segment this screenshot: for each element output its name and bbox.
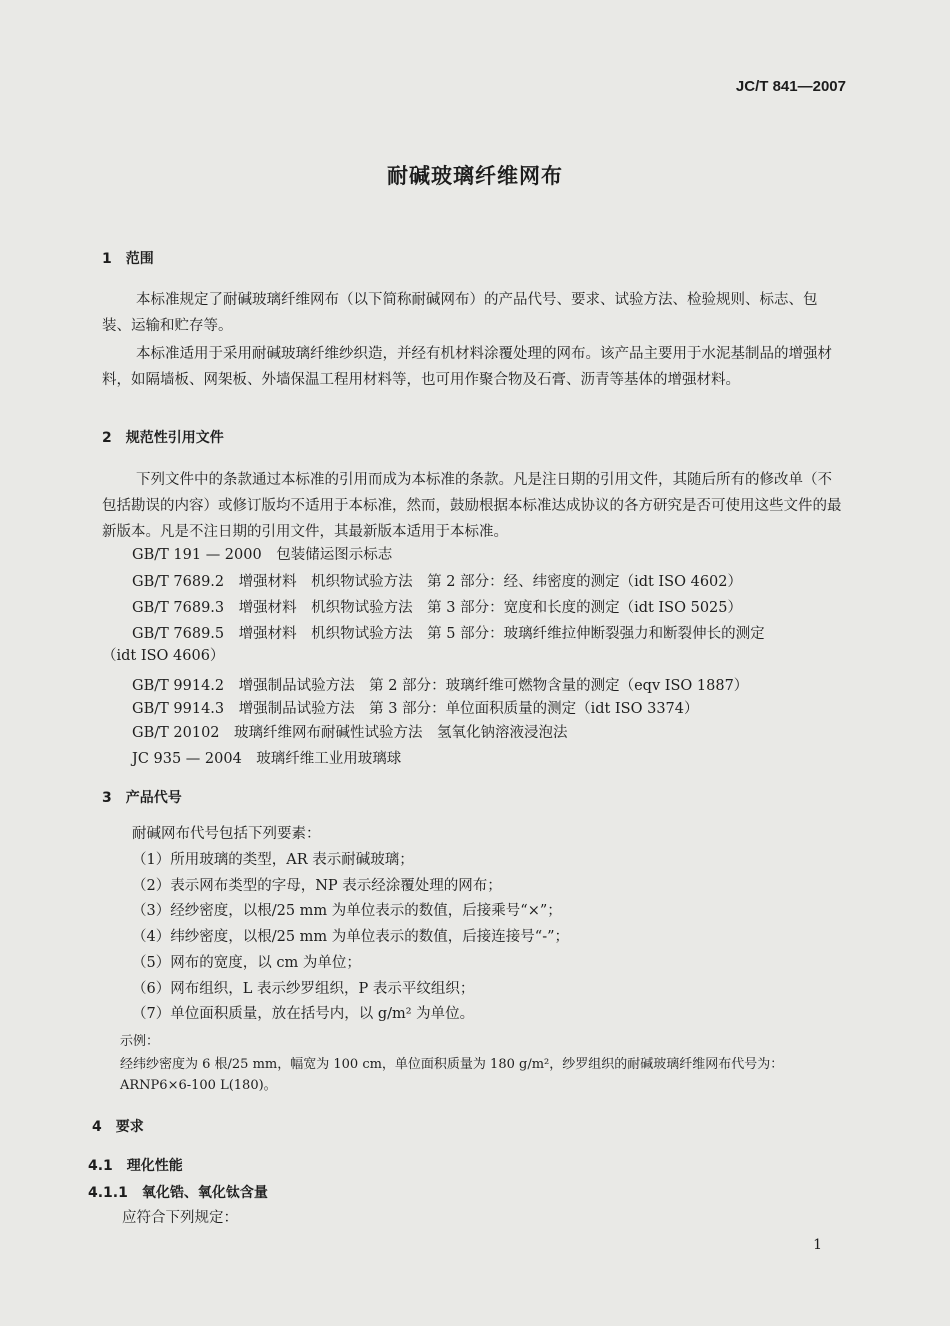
reference-item: GB/T 7689.2 增强材料 机织物试验方法 第 2 部分：经、纬密度的测定（idt ISO 4602） [132,574,742,590]
list-item: （4）纬纱密度，以根/25 mm 为单位表示的数值，后接连接号“-”； [132,929,570,945]
section-4-1-1-heading: 4.1.1 氧化锆、氧化钛含量 [88,1185,268,1201]
reference-item-continuation: （idt ISO 4606） [102,648,225,664]
reference-item: GB/T 20102 玻璃纤维网布耐碱性试验方法 氢氧化钠溶液浸泡法 [132,725,568,741]
section-1-paragraph-2: 本标准适用于采用耐碱玻璃纤维纱织造，并经有机材料涂覆处理的网布。该产品主要用于水泥基制品的增强材料，如隔墙板、网架板、外墙保温工程用材料等，也可用作聚合物及石膏、沥青等基体的增强材料。 [102,346,832,388]
list-item: （5）网布的宽度，以 cm 为单位； [132,955,361,971]
section-4-1-1-text: 应符合下列规定： [122,1210,238,1226]
section-3-intro: 耐碱网布代号包括下列要素： [132,826,321,842]
section-2-paragraph: 下列文件中的条款通过本标准的引用而成为本标准的条款。凡是注日期的引用文件，其随后所有的修改单（不包括勘误的内容）或修订版均不适用于本标准，然而，鼓励根据本标准达成协议的各方研究是否可使用这些文件的最新版本。凡是不注日期的引用文件，其最新版本适用于本标准。 [102,472,842,540]
reference-item: GB/T 7689.3 增强材料 机织物试验方法 第 3 部分：宽度和长度的测定（idt ISO 5025） [132,600,742,616]
reference-item: JC 935 — 2004 玻璃纤维工业用玻璃球 [132,751,402,767]
list-item: （2）表示网布类型的字母，NP 表示经涂覆处理的网布； [132,878,502,894]
example-text: 经纬纱密度为 6 根/25 mm，幅宽为 100 cm，单位面积质量为 180 g/m²，纱罗组织的耐碱玻璃纤维网布代号为：ARNP6×6-100 L(180)。 [120,1057,784,1093]
list-item: （7）单位面积质量，放在括号内，以 g/m² 为单位。 [132,1006,475,1022]
example-label: 示例： [120,1034,160,1049]
section-4-heading: 4 要求 [92,1119,144,1135]
reference-item: GB/T 9914.2 增强制品试验方法 第 2 部分：玻璃纤维可燃物含量的测定（eqv ISO 1887） [132,678,749,694]
reference-item: GB/T 191 — 2000 包装储运图示标志 [132,547,393,563]
section-1-heading: 1 范围 [102,251,154,267]
standard-number: JC/T 841—2007 [735,78,846,95]
reference-item: GB/T 7689.5 增强材料 机织物试验方法 第 5 部分：玻璃纤维拉伸断裂强力和断裂伸长的测定 [132,626,765,642]
page-number: 1 [813,1237,822,1253]
reference-item: GB/T 9914.3 增强制品试验方法 第 3 部分：单位面积质量的测定（idt ISO 3374） [132,701,699,717]
list-item: （6）网布组织，L 表示纱罗组织，P 表示平纹组织； [132,981,475,997]
section-3-heading: 3 产品代号 [102,790,182,806]
list-item: （1）所用玻璃的类型，AR 表示耐碱玻璃； [132,852,414,868]
list-item: （3）经纱密度，以根/25 mm 为单位表示的数值，后接乘号“×”； [132,903,562,919]
section-2-heading: 2 规范性引用文件 [102,430,224,446]
section-4-1-heading: 4.1 理化性能 [88,1158,183,1174]
document-title: 耐碱玻璃纤维网布 [387,164,563,188]
section-1-paragraph-1: 本标准规定了耐碱玻璃纤维网布（以下简称耐碱网布）的产品代号、要求、试验方法、检验规则、标志、包装、运输和贮存等。 [102,292,818,334]
